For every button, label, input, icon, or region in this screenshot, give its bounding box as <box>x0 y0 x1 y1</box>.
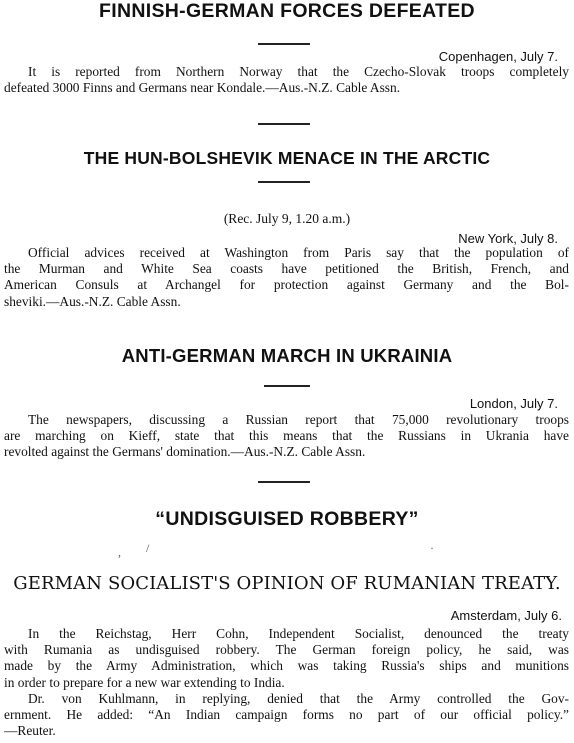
body-line: ernment. He added: “An Indian campaign forms no part of our official policy.” <box>4 707 569 723</box>
body-line: in order to prepare for a new war extending to India. <box>4 674 285 690</box>
body-line: The newspapers, discussing a Russian report that 75,000 revolutionary troops <box>28 412 569 427</box>
print-speck: , <box>118 545 121 559</box>
article-body-arctic-menace <box>4 245 569 310</box>
divider-rule <box>258 123 310 125</box>
headline-undisguised-robbery: “UNDISGUISED ROBBERY” <box>155 508 419 530</box>
dateline-copenhagen: Copenhagen, July 7. <box>438 49 558 64</box>
body-line: are marching on Kieff, state that this means that the Russians in Ukrania have <box>4 428 569 444</box>
body-line: Dr. von Kuhlmann, in replying, denied that the Army controlled the Gov- <box>28 690 569 706</box>
body-line: with Rumania as undisguised robbery. The German foreign policy, he said, was <box>4 642 569 658</box>
divider-rule <box>258 43 310 45</box>
body-line: Official advices received at Washington from Paris say that the population of <box>28 245 569 260</box>
dateline-new-york: New York, July 8. <box>458 231 558 246</box>
dateline-amsterdam: Amsterdam, July 6. <box>450 608 562 623</box>
print-speck: · <box>430 541 434 555</box>
article-body-robbery <box>4 626 569 739</box>
article-body-ukrainia <box>4 412 569 461</box>
body-line: It is reported from Northern Norway that the Czecho-Slovak troops completely <box>28 64 569 79</box>
body-line: sheviki.—Aus.-N.Z. Cable Assn. <box>4 293 181 309</box>
article-body-finnish-german <box>4 64 569 96</box>
divider-rule <box>264 385 310 387</box>
subheadline-rumanian-treaty: GERMAN SOCIALIST'S OPINION OF RUMANIAN TREATY. <box>13 573 561 594</box>
headline-ukrainia-march: ANTI-GERMAN MARCH IN UKRAINIA <box>121 345 453 366</box>
dateline-london: London, July 7. <box>469 396 558 411</box>
headline-finnish-german: FINNISH-GERMAN FORCES DEFEATED <box>99 0 475 22</box>
body-line: —Reuter. <box>4 723 56 739</box>
divider-rule <box>258 181 310 183</box>
received-note: (Rec. July 9, 1.20 a.m.) <box>223 211 351 226</box>
body-line: In the Reichstag, Herr Cohn, Independent Socialist, denounced the treaty <box>28 626 569 641</box>
body-line: American Consuls at Archangel for protection against Germany and the Bol- <box>4 277 569 293</box>
body-line: defeated 3000 Finns and Germans near Kondale.—Aus.-N.Z. Cable Assn. <box>4 80 401 96</box>
body-line: revolted against the Germans' domination.—Aus.-N.Z. Cable Assn. <box>4 444 366 460</box>
body-line: the Murman and White Sea coasts have petitioned the British, French, and <box>4 261 569 277</box>
print-speck: / <box>146 541 150 555</box>
body-line: made by the Army Administration, which was taking Russia's ships and munitions <box>4 658 569 674</box>
headline-arctic-menace: THE HUN-BOLSHEVIK MENACE IN THE ARCTIC <box>83 148 491 168</box>
divider-rule <box>258 481 310 483</box>
